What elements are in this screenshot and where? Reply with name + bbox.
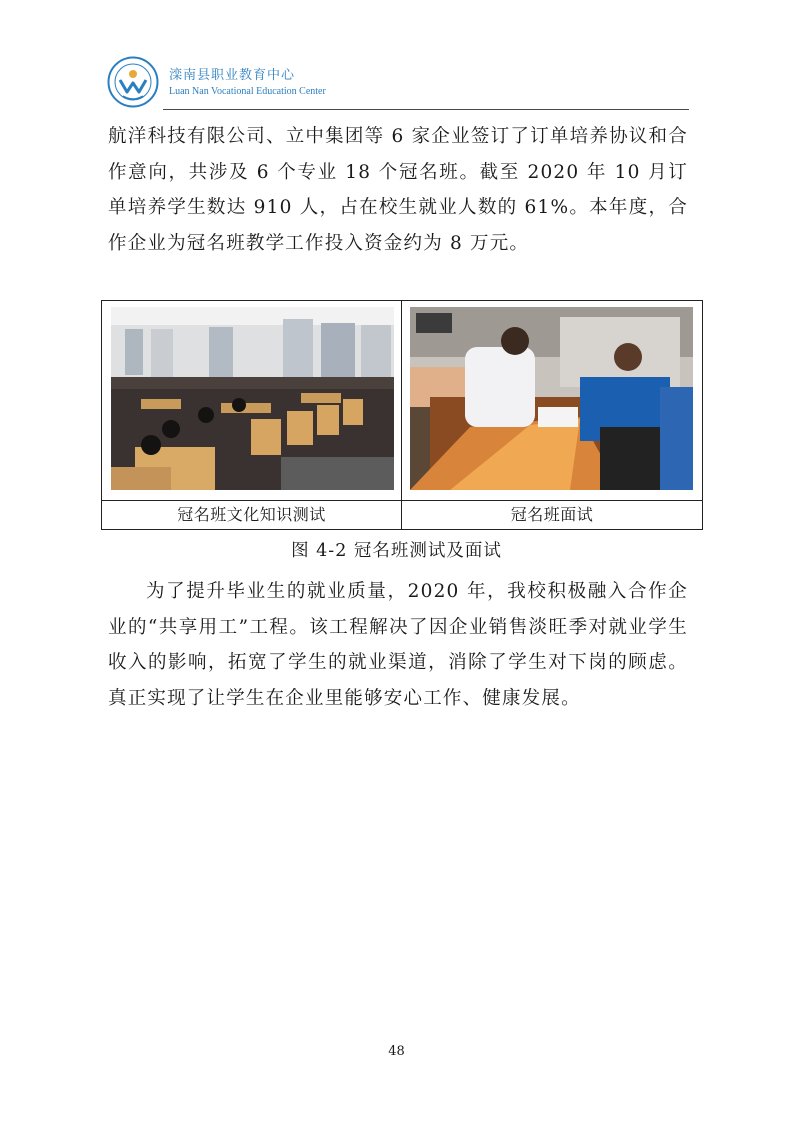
figure-table [101, 300, 703, 530]
table-divider-vertical [401, 301, 402, 529]
page-header [107, 54, 689, 112]
header-divider [163, 109, 689, 110]
figure-caption: 图 4-2 冠名班测试及面试 [291, 541, 502, 561]
school-emblem-icon [107, 56, 159, 108]
photo-caption-exam: 冠名班文化知识测试 [177, 505, 326, 524]
header-title-cn: 滦南县职业教育中心 [169, 68, 296, 83]
interview-photo [410, 307, 693, 490]
body-paragraph-2: 为了提升毕业生的就业质量，2020 年，我校积极融入合作企业的“共享用工”工程。该工程解决了因企业销售淡旺季对就业学生收入的影响，拓宽了学生的就业渠道，消除了学生对下岗的顾虑。真正实现了让学生在企业里能够安心工作、健康发展。 [108, 581, 688, 709]
header-title-en: Luan Nan Vocational Education Center [169, 86, 326, 97]
body-paragraph-1: 航洋科技有限公司、立中集团等 6 家企业签订了订单培养协议和合作意向，共涉及 6 个专业 18 个冠名班。截至 2020 年 10 月订单培养学生数达 910 人，占在校生就业人数的 61%。本年度，合作企业为冠名班教学工作投入资金约为 8 万元。 [108, 126, 688, 254]
photo-caption-interview: 冠名班面试 [510, 505, 594, 524]
page-number: 48 [388, 1044, 405, 1059]
exam-classroom-photo [111, 307, 394, 490]
